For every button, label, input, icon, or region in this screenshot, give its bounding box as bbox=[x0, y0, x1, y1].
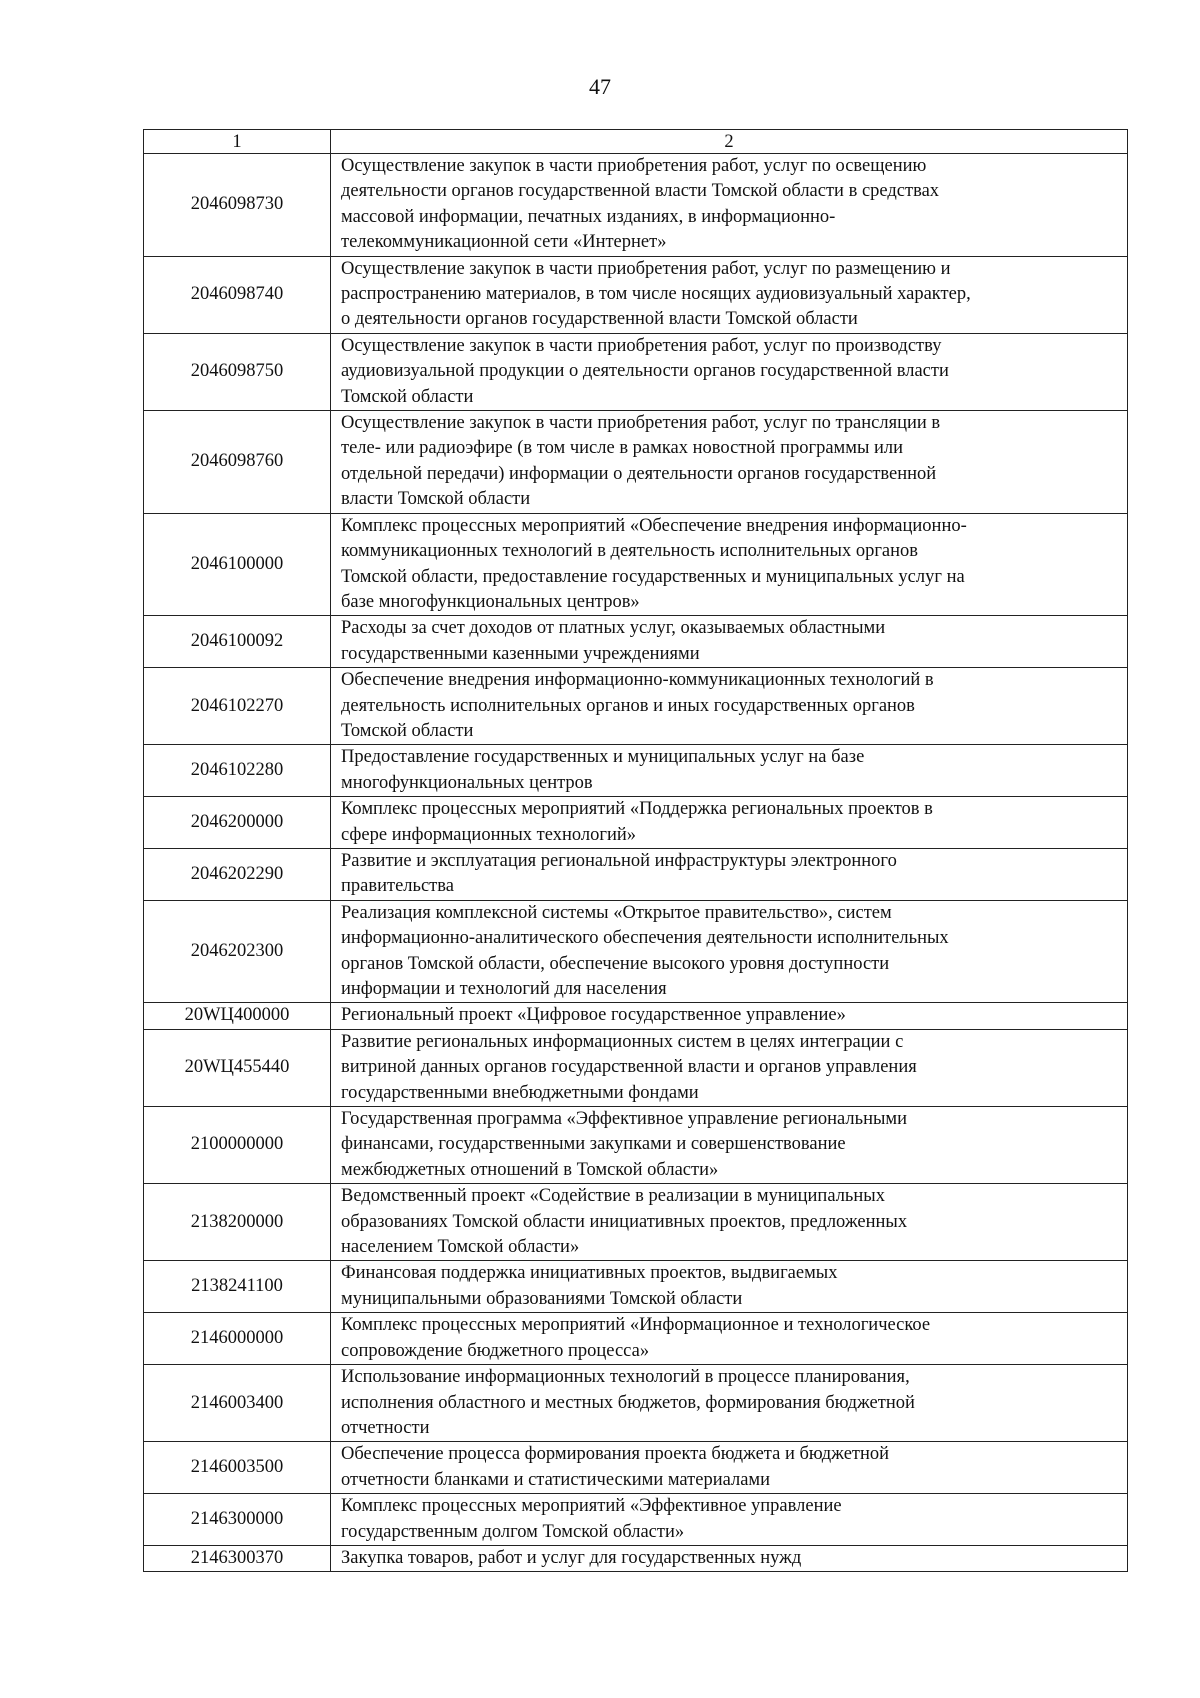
row-description-cell bbox=[331, 848, 1128, 900]
description-line: Комплекс процессных мероприятий «Поддержка региональных проектов в bbox=[341, 799, 933, 820]
description-line: деятельность исполнительных органов и иных государственных органов bbox=[341, 695, 915, 716]
row-code-cell: 2046100000 bbox=[144, 513, 331, 616]
description-line: Расходы за счет доходов от платных услуг, оказываемых областными bbox=[341, 618, 886, 639]
description-line: Обеспечение процесса формирования проекта бюджета и бюджетной bbox=[341, 1444, 890, 1465]
description-line: Использование информационных технологий в процессе планирования, bbox=[341, 1367, 910, 1388]
column-header-description: 2 bbox=[331, 130, 1128, 154]
row-description-cell bbox=[331, 333, 1128, 410]
row-code-cell: 2046098730 bbox=[144, 154, 331, 257]
description-line: многофункциональных центров bbox=[341, 772, 593, 793]
row-code-cell: 2046100092 bbox=[144, 616, 331, 668]
table-row bbox=[144, 1313, 1128, 1365]
code-classification-table bbox=[143, 129, 1128, 1572]
row-code-cell: 2146300000 bbox=[144, 1494, 331, 1546]
description-line: коммуникационных технологий в деятельность исполнительных органов bbox=[341, 541, 919, 562]
description-line: Предоставление государственных и муниципальных услуг на базе bbox=[341, 747, 865, 768]
row-code-cell: 2046098750 bbox=[144, 333, 331, 410]
row-code-cell: 20WЦ455440 bbox=[144, 1029, 331, 1106]
row-description-cell bbox=[331, 1545, 1128, 1571]
row-description-cell bbox=[331, 616, 1128, 668]
description-line: муниципальными образованиями Томской области bbox=[341, 1288, 743, 1309]
table-row bbox=[144, 1442, 1128, 1494]
column-header-code: 1 bbox=[144, 130, 331, 154]
row-code-cell: 2146003500 bbox=[144, 1442, 331, 1494]
table-row bbox=[144, 333, 1128, 410]
description-line: базе многофункциональных центров» bbox=[341, 591, 640, 612]
row-code-cell: 2046098740 bbox=[144, 256, 331, 333]
description-line: Томской области bbox=[341, 720, 474, 741]
table-row bbox=[144, 1003, 1128, 1029]
description-line: теле- или радиоэфире (в том числе в рамках новостной программы или bbox=[341, 438, 904, 459]
row-description-cell bbox=[331, 1442, 1128, 1494]
row-code-cell: 2146000000 bbox=[144, 1313, 331, 1365]
description-line: финансами, государственными закупками и совершенствование bbox=[341, 1134, 846, 1155]
row-code-cell: 2138241100 bbox=[144, 1261, 331, 1313]
row-code-cell: 2138200000 bbox=[144, 1184, 331, 1261]
row-description-cell bbox=[331, 1003, 1128, 1029]
description-line: телекоммуникационной сети «Интернет» bbox=[341, 232, 667, 253]
table-body bbox=[144, 154, 1128, 1572]
page-number: 47 bbox=[589, 74, 611, 99]
row-code-cell: 2046202300 bbox=[144, 900, 331, 1003]
description-line: распространению материалов, в том числе носящих аудиовизуальный характер, bbox=[341, 284, 971, 305]
description-line: государственными внебюджетными фондами bbox=[341, 1082, 699, 1103]
description-line: органов Томской области, обеспечение высокого уровня доступности bbox=[341, 953, 890, 974]
row-description-cell bbox=[331, 1365, 1128, 1442]
table-row bbox=[144, 1494, 1128, 1546]
description-line: массовой информации, печатных изданиях, в информационно- bbox=[341, 206, 836, 227]
row-description-cell bbox=[331, 668, 1128, 745]
description-line: отчетности bbox=[341, 1417, 430, 1438]
row-code-cell: 2146300370 bbox=[144, 1545, 331, 1571]
description-line: образованиях Томской области инициативных проектов, предложенных bbox=[341, 1211, 908, 1232]
row-description-cell bbox=[331, 1107, 1128, 1184]
table-row bbox=[144, 1261, 1128, 1313]
table-row bbox=[144, 1029, 1128, 1106]
description-line: государственным долгом Томской области» bbox=[341, 1521, 685, 1542]
description-line: Реализация комплексной системы «Открытое правительство», систем bbox=[341, 902, 892, 923]
description-line: Финансовая поддержка инициативных проектов, выдвигаемых bbox=[341, 1263, 838, 1284]
table-row bbox=[144, 848, 1128, 900]
description-line: аудиовизуальной продукции о деятельности органов государственной власти bbox=[341, 361, 949, 382]
description-line: Развитие и эксплуатация региональной инфраструктуры электронного bbox=[341, 850, 897, 871]
description-line: Осуществление закупок в части приобретения работ, услуг по размещению и bbox=[341, 258, 951, 279]
table-row bbox=[144, 256, 1128, 333]
row-description-cell bbox=[331, 256, 1128, 333]
description-line: Комплекс процессных мероприятий «Обеспечение внедрения информационно- bbox=[341, 515, 967, 536]
row-description-cell bbox=[331, 1029, 1128, 1106]
description-line: Комплекс процессных мероприятий «Информационное и технологическое bbox=[341, 1315, 931, 1336]
description-line: государственными казенными учреждениями bbox=[341, 643, 700, 664]
description-line: отдельной передачи) информации о деятельности органов государственной bbox=[341, 463, 937, 484]
description-line: витриной данных органов государственной власти и органов управления bbox=[341, 1057, 917, 1078]
row-description-cell bbox=[331, 745, 1128, 797]
description-line: информации и технологий для населения bbox=[341, 979, 667, 999]
description-line: Осуществление закупок в части приобретения работ, услуг по трансляции в bbox=[341, 413, 941, 434]
description-line: Осуществление закупок в части приобретения работ, услуг по производству bbox=[341, 335, 942, 356]
row-code-cell: 20WЦ400000 bbox=[144, 1003, 331, 1029]
table-row bbox=[144, 616, 1128, 668]
description-line: сфере информационных технологий» bbox=[341, 824, 637, 845]
description-line: Комплекс процессных мероприятий «Эффективное управление bbox=[341, 1496, 842, 1517]
row-description-cell bbox=[331, 1184, 1128, 1261]
row-description-cell bbox=[331, 1494, 1128, 1546]
description-line: межбюджетных отношений в Томской области» bbox=[341, 1159, 719, 1180]
table-row bbox=[144, 797, 1128, 849]
table-row bbox=[144, 1545, 1128, 1571]
row-description-cell bbox=[331, 900, 1128, 1003]
table-row bbox=[144, 154, 1128, 257]
table-row bbox=[144, 513, 1128, 616]
row-code-cell: 2146003400 bbox=[144, 1365, 331, 1442]
description-line: деятельности органов государственной власти Томской области в средствах bbox=[341, 181, 940, 202]
table-row bbox=[144, 1107, 1128, 1184]
description-line: о деятельности органов государственной власти Томской области bbox=[341, 309, 858, 330]
description-line: отчетности бланками и статистическими материалами bbox=[341, 1469, 771, 1490]
row-code-cell: 2046200000 bbox=[144, 797, 331, 849]
description-line: сопровождение бюджетного процесса» bbox=[341, 1340, 650, 1361]
row-description-cell bbox=[331, 513, 1128, 616]
row-code-cell: 2046102280 bbox=[144, 745, 331, 797]
description-line: Закупка товаров, работ и услуг для государственных нужд bbox=[341, 1547, 802, 1568]
description-line: Ведомственный проект «Содействие в реализации в муниципальных bbox=[341, 1186, 885, 1207]
row-code-cell: 2100000000 bbox=[144, 1107, 331, 1184]
row-code-cell: 2046202290 bbox=[144, 848, 331, 900]
table-row bbox=[144, 1365, 1128, 1442]
table-header-row bbox=[144, 130, 1128, 154]
table-row bbox=[144, 1184, 1128, 1261]
row-description-cell bbox=[331, 1261, 1128, 1313]
row-code-cell: 2046098760 bbox=[144, 411, 331, 514]
description-line: Развитие региональных информационных систем в целях интеграции с bbox=[341, 1031, 904, 1052]
table-row bbox=[144, 900, 1128, 1003]
description-line: населением Томской области» bbox=[341, 1237, 580, 1258]
table-row bbox=[144, 745, 1128, 797]
description-line: информационно-аналитического обеспечения деятельности исполнительных bbox=[341, 928, 949, 949]
description-line: правительства bbox=[341, 876, 454, 897]
row-description-cell bbox=[331, 411, 1128, 514]
row-description-cell bbox=[331, 154, 1128, 257]
description-line: власти Томской области bbox=[341, 489, 531, 510]
description-line: исполнения областного и местных бюджетов, формирования бюджетной bbox=[341, 1392, 915, 1413]
row-code-cell: 2046102270 bbox=[144, 668, 331, 745]
row-description-cell bbox=[331, 797, 1128, 849]
description-line: Государственная программа «Эффективное управление региональными bbox=[341, 1109, 908, 1130]
description-line: Региональный проект «Цифровое государственное управление» bbox=[341, 1005, 846, 1026]
table-row bbox=[144, 668, 1128, 745]
row-description-cell bbox=[331, 1313, 1128, 1365]
table-row bbox=[144, 411, 1128, 514]
description-line: Осуществление закупок в части приобретения работ, услуг по освещению bbox=[341, 156, 927, 176]
description-line: Томской области, предоставление государственных и муниципальных услуг на bbox=[341, 566, 965, 587]
description-line: Томской области bbox=[341, 386, 474, 407]
description-line: Обеспечение внедрения информационно-коммуникационных технологий в bbox=[341, 670, 934, 691]
